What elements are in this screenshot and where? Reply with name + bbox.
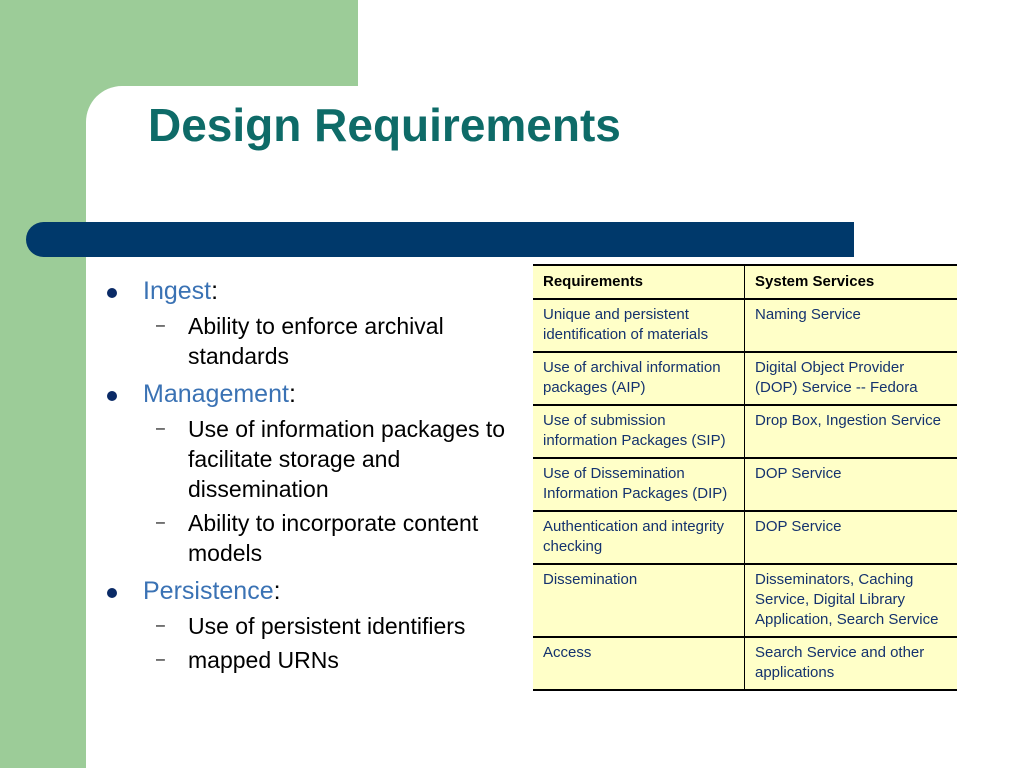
bullet-list: [100, 268, 520, 675]
table-row: [533, 458, 957, 511]
bullet-ingest: [100, 276, 520, 307]
sub-bullet-text: Ability to incorporate content models: [188, 510, 479, 566]
slide-title: Design Requirements: [148, 99, 621, 151]
bullet-term: Persistence: [143, 577, 274, 605]
bullet-persistence: [100, 576, 520, 607]
bullet-management: [100, 379, 520, 410]
dash-icon: –: [156, 617, 165, 634]
sub-bullet: [100, 611, 520, 641]
sub-bullet-text: mapped URNs: [188, 647, 339, 673]
bullet-dot-icon: [107, 288, 117, 298]
bullet-dot-icon: [107, 588, 117, 598]
table-row: [533, 405, 957, 458]
requirement-cell: Use of submission information Packages (SIP): [533, 405, 745, 458]
sub-bullet-text: Use of information packages to facilitate storage and dissemination: [188, 416, 506, 502]
requirements-table: [533, 264, 957, 691]
column-header-system-services: System Services: [745, 265, 958, 299]
service-cell: Drop Box, Ingestion Service: [745, 405, 958, 458]
requirement-cell: Unique and persistent identification of materials: [533, 299, 745, 352]
requirement-cell: Authentication and integrity checking: [533, 511, 745, 564]
bullet-colon: :: [273, 577, 281, 605]
service-cell: Disseminators, Caching Service, Digital Library Application, Search Service: [745, 564, 958, 637]
bullet-colon: :: [288, 380, 296, 408]
bullet-term: Ingest: [143, 277, 212, 305]
service-cell: DOP Service: [745, 511, 958, 564]
sub-bullet: [100, 645, 520, 675]
bullet-colon: :: [211, 277, 219, 305]
dash-icon: –: [156, 420, 165, 437]
sub-bullet: [100, 311, 520, 371]
sub-bullet-text: Ability to enforce archival standards: [188, 313, 444, 369]
table-row: [533, 352, 957, 405]
requirement-cell: Access: [533, 637, 745, 690]
table-header-row: [533, 265, 957, 299]
dash-icon: –: [156, 651, 165, 668]
table-row: [533, 511, 957, 564]
service-cell: Naming Service: [745, 299, 958, 352]
service-cell: Digital Object Provider (DOP) Service -- Fedora: [745, 352, 958, 405]
sub-bullet-text: Use of persistent identifiers: [188, 613, 466, 639]
sub-bullet: [100, 508, 520, 568]
dash-icon: –: [156, 514, 165, 531]
sub-bullet: [100, 414, 520, 504]
column-header-requirements: Requirements: [533, 265, 745, 299]
requirement-cell: Use of archival information packages (AIP): [533, 352, 745, 405]
table-row: [533, 564, 957, 637]
requirement-cell: Use of Dissemination Information Packages (DIP): [533, 458, 745, 511]
decorative-green-margin: [0, 0, 86, 768]
decorative-title-bar: [26, 222, 854, 257]
service-cell: DOP Service: [745, 458, 958, 511]
dash-icon: –: [156, 317, 165, 334]
requirement-cell: Dissemination: [533, 564, 745, 637]
bullet-term: Management: [143, 380, 289, 408]
table-row: [533, 299, 957, 352]
service-cell: Search Service and other applications: [745, 637, 958, 690]
table-row: [533, 637, 957, 690]
bullet-dot-icon: [107, 391, 117, 401]
